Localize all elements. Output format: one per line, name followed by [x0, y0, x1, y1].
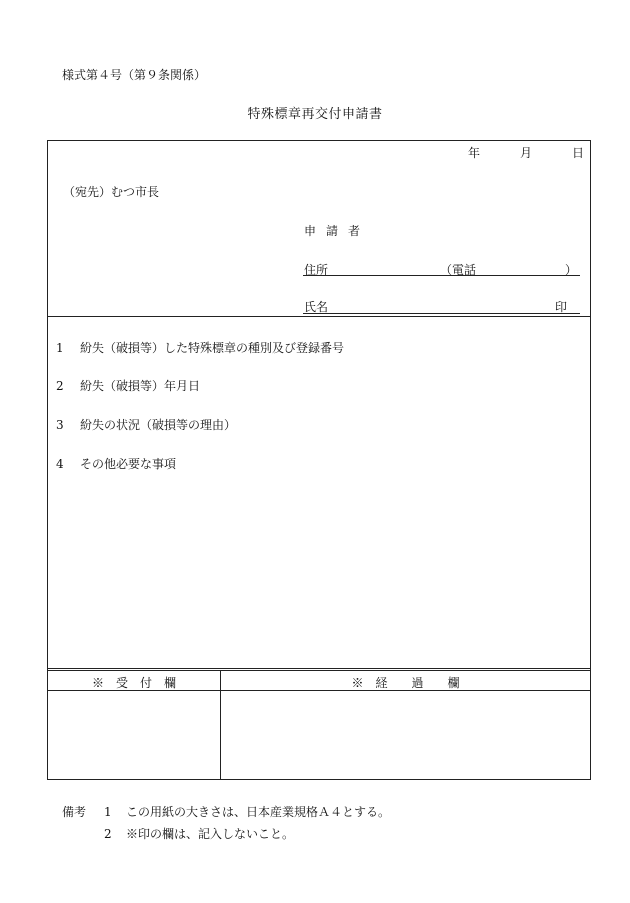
phone-label: （電話: [440, 263, 477, 277]
item-text: 紛失（破損等）した特殊標章の種別及び登録番号: [80, 341, 345, 355]
progress-column-header: ※ 経 過 欄: [351, 676, 460, 690]
address-label: 住所: [304, 263, 329, 277]
item-other-matters: [56, 455, 176, 472]
seal-mark: 印: [555, 300, 568, 314]
item-lost-date: [56, 377, 200, 394]
item-text: 紛失の状況（破損等の理由）: [80, 418, 237, 432]
document-title: 特殊標章再交付申請書: [247, 107, 383, 122]
column-divider: [220, 670, 221, 780]
name-field-line[interactable]: [303, 313, 580, 314]
applicant-label: 申請者: [304, 224, 371, 238]
item-lost-type-number: [56, 339, 344, 356]
note-text: ※印の欄は、記入しないこと。: [126, 827, 295, 841]
note-item: [104, 803, 390, 820]
address-field-line[interactable]: [303, 275, 580, 276]
note-number: 2: [104, 827, 112, 841]
item-number: 4: [56, 457, 64, 471]
item-lost-situation: [56, 416, 236, 433]
notes-label: 備考: [62, 805, 87, 819]
name-label: 氏名: [304, 300, 329, 314]
note-item: [104, 825, 294, 842]
note-text: この用紙の大きさは、日本産業規格Ａ４とする。: [126, 805, 391, 819]
date-month-label: 月: [520, 146, 533, 160]
item-number: 2: [56, 379, 64, 393]
header-divider: [47, 316, 591, 317]
note-number: 1: [104, 805, 112, 819]
item-number: 3: [56, 418, 64, 432]
addressee: （宛先）むつ市長: [63, 185, 160, 199]
column-header-divider: [47, 690, 591, 691]
phone-close-paren: ）: [565, 263, 578, 277]
item-text: その他必要な事項: [80, 457, 177, 471]
date-year-label: 年: [468, 146, 481, 160]
body-divider-upper: [47, 668, 591, 669]
date-day-label: 日: [572, 146, 585, 160]
body-divider-lower: [47, 670, 591, 671]
item-number: 1: [56, 341, 64, 355]
item-text: 紛失（破損等）年月日: [80, 379, 201, 393]
form-number: 様式第４号（第９条関係）: [62, 68, 207, 82]
reception-column-header: ※ 受 付 欄: [91, 676, 176, 690]
